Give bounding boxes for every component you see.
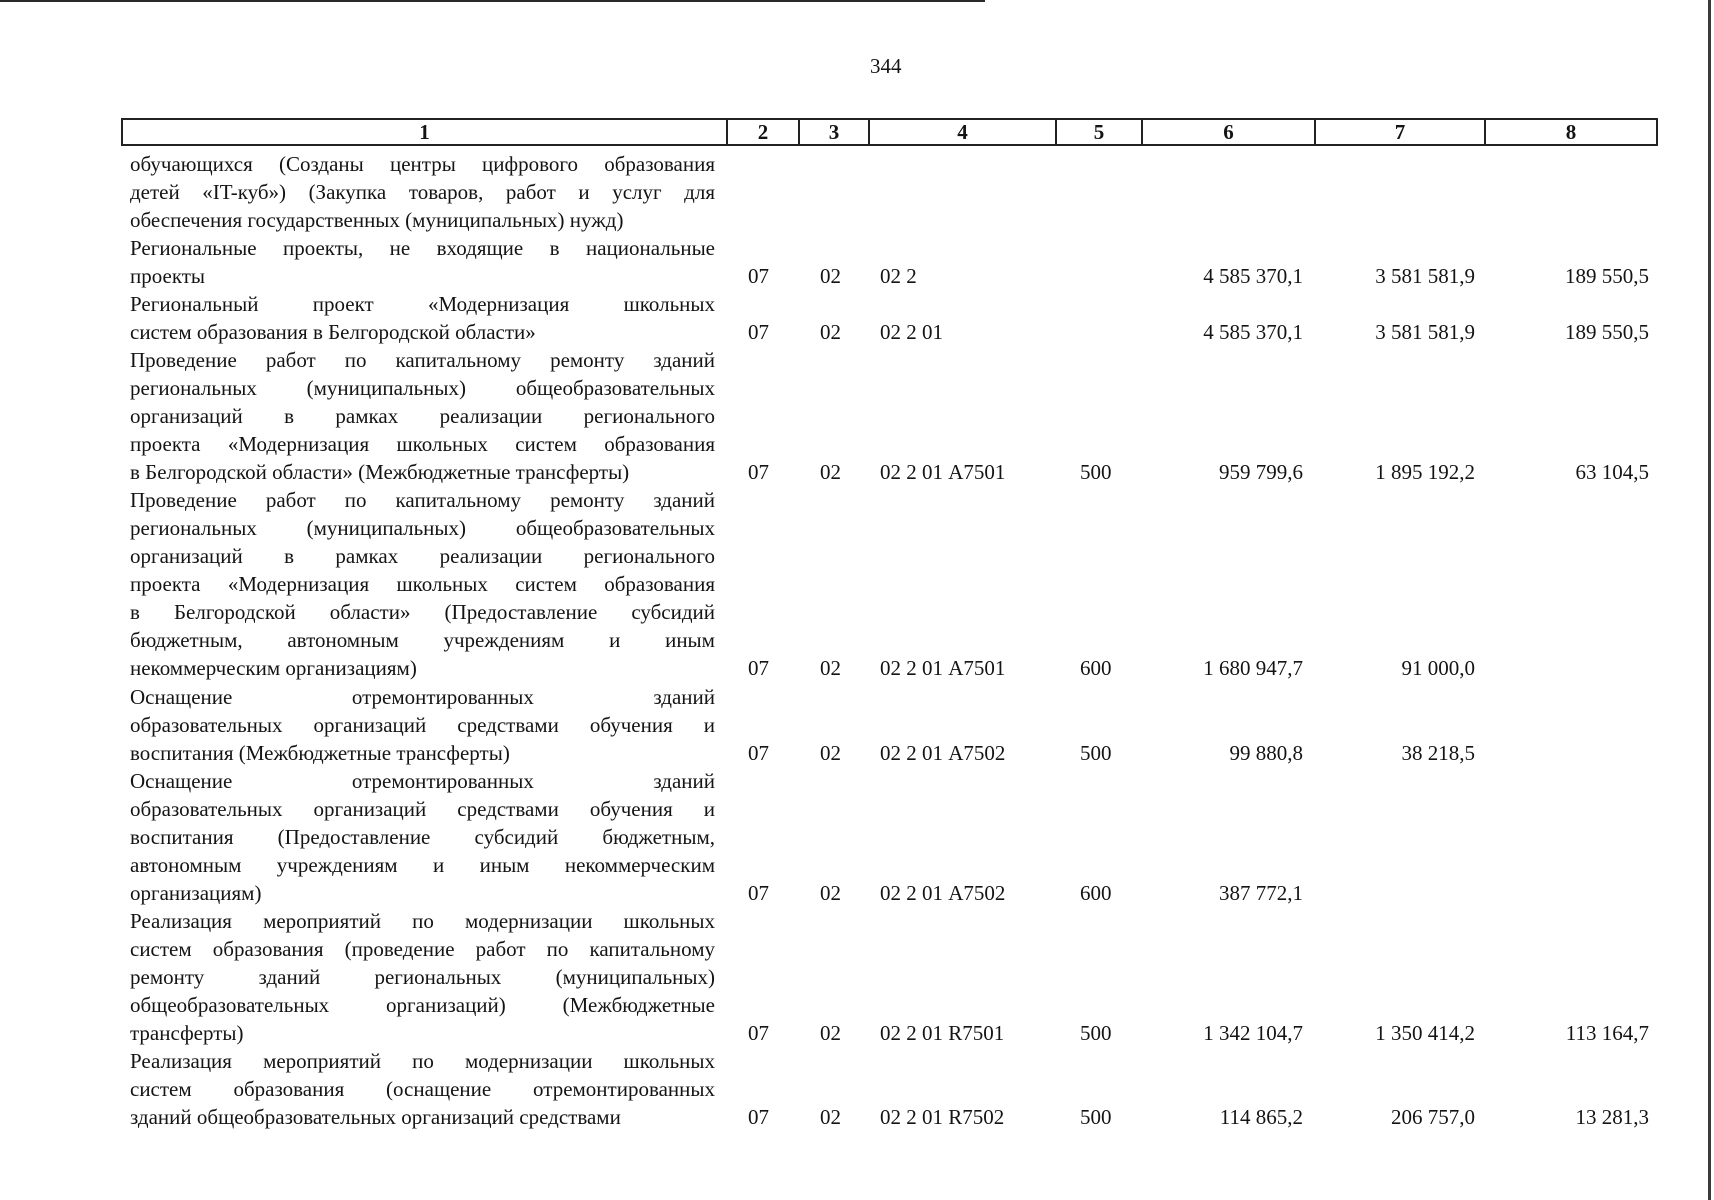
cell-col-4: 02 2 01 А7501 [880, 460, 1006, 484]
description-line: воспитания (Межбюджетные трансферты) [130, 741, 510, 765]
description-line: общеобразовательных организаций) (Межбюджетные [130, 993, 715, 1017]
cell-col-3: 02 [820, 320, 841, 344]
row-description [130, 767, 715, 907]
cell-col-6: 387 772,1 [1219, 881, 1303, 905]
header-col-3: 3 [800, 120, 870, 144]
description-line: образовательных организаций средствами обучения и [130, 797, 715, 821]
description-line: проекты [130, 264, 206, 288]
cell-col-8: 189 550,5 [1565, 320, 1649, 344]
cell-col-7: 1 895 192,2 [1375, 460, 1475, 484]
cell-col-3: 02 [820, 460, 841, 484]
cell-col-6: 959 799,6 [1219, 460, 1303, 484]
description-line: организаций в рамках реализации регионального [130, 404, 715, 428]
table-row [0, 683, 1714, 767]
description-line: Реализация мероприятий по модернизации школьных [130, 1049, 715, 1073]
cell-col-2: 07 [748, 881, 769, 905]
description-line: в Белгородской области» (Предоставление субсидий [130, 600, 715, 624]
description-line: организаций в рамках реализации регионального [130, 544, 715, 568]
table-row [0, 290, 1714, 346]
table-row [0, 486, 1714, 682]
header-col-7: 7 [1316, 120, 1486, 144]
cell-col-3: 02 [820, 264, 841, 288]
cell-col-7: 38 218,5 [1401, 741, 1475, 765]
table-header [121, 118, 1658, 146]
cell-col-6: 4 585 370,1 [1203, 320, 1303, 344]
cell-col-7: 91 000,0 [1401, 656, 1475, 680]
header-col-6: 6 [1143, 120, 1316, 144]
cell-col-5: 500 [1080, 741, 1112, 765]
cell-col-4: 02 2 01 [880, 320, 943, 344]
cell-col-3: 02 [820, 741, 841, 765]
description-line: организациям) [130, 881, 262, 905]
cell-col-4: 02 2 [880, 264, 917, 288]
cell-col-7: 3 581 581,9 [1375, 264, 1475, 288]
cell-col-5: 500 [1080, 1021, 1112, 1045]
header-col-1: 1 [123, 120, 728, 144]
cell-col-8: 113 164,7 [1565, 1021, 1649, 1045]
row-description [130, 346, 715, 486]
description-line: региональных (муниципальных) общеобразовательных [130, 516, 715, 540]
description-line: Проведение работ по капитальному ремонту зданий [130, 488, 715, 512]
header-col-4: 4 [870, 120, 1057, 144]
cell-col-3: 02 [820, 656, 841, 680]
table-row [0, 767, 1714, 907]
table-row [0, 346, 1714, 486]
description-line: Оснащение отремонтированных зданий [130, 769, 715, 793]
cell-col-2: 07 [748, 460, 769, 484]
header-col-2: 2 [728, 120, 800, 144]
cell-col-5: 600 [1080, 881, 1112, 905]
description-line: систем образования (оснащение отремонтированных [130, 1077, 715, 1101]
cell-col-7: 206 757,0 [1391, 1105, 1475, 1129]
cell-col-2: 07 [748, 656, 769, 680]
row-description [130, 150, 715, 234]
row-description [130, 290, 715, 346]
cell-col-4: 02 2 01 R7501 [880, 1021, 1005, 1045]
description-line: трансферты) [130, 1021, 244, 1045]
description-line: ремонту зданий региональных (муниципальных) [130, 965, 715, 989]
description-line: региональных (муниципальных) общеобразовательных [130, 376, 715, 400]
cell-col-2: 07 [748, 1021, 769, 1045]
cell-col-4: 02 2 01 R7502 [880, 1105, 1005, 1129]
description-line: некоммерческим организациям) [130, 656, 417, 680]
row-description [130, 486, 715, 682]
cell-col-6: 99 880,8 [1229, 741, 1303, 765]
cell-col-4: 02 2 01 А7502 [880, 741, 1006, 765]
row-description [130, 683, 715, 767]
cell-col-2: 07 [748, 320, 769, 344]
description-line: автономным учреждениям и иным некоммерческим [130, 853, 715, 877]
cell-col-6: 4 585 370,1 [1203, 264, 1303, 288]
cell-col-6: 1 680 947,7 [1203, 656, 1303, 680]
cell-col-5: 600 [1080, 656, 1112, 680]
header-col-5: 5 [1057, 120, 1143, 144]
description-line: Оснащение отремонтированных зданий [130, 685, 715, 709]
cell-col-5: 500 [1080, 1105, 1112, 1129]
description-line: Проведение работ по капитальному ремонту зданий [130, 348, 715, 372]
description-line: Реализация мероприятий по модернизации школьных [130, 909, 715, 933]
cell-col-8: 63 104,5 [1575, 460, 1649, 484]
cell-col-5: 500 [1080, 460, 1112, 484]
description-line: Региональные проекты, не входящие в национальные [130, 236, 715, 260]
table-row [0, 150, 1714, 234]
row-description [130, 907, 715, 1047]
cell-col-2: 07 [748, 1105, 769, 1129]
description-line: бюджетным, автономным учреждениям и иным [130, 628, 715, 652]
top-rule [0, 0, 985, 2]
description-line: образовательных организаций средствами обучения и [130, 713, 715, 737]
table-row [0, 234, 1714, 290]
cell-col-7: 1 350 414,2 [1375, 1021, 1475, 1045]
cell-col-7: 3 581 581,9 [1375, 320, 1475, 344]
row-description [130, 234, 715, 290]
description-line: Региональный проект «Модернизация школьных [130, 292, 715, 316]
cell-col-2: 07 [748, 264, 769, 288]
description-line: систем образования (проведение работ по капитальному [130, 937, 715, 961]
description-line: зданий общеобразовательных организаций средствами [130, 1105, 621, 1129]
description-line: обеспечения государственных (муниципальных) нужд) [130, 208, 624, 232]
page-number: 344 [870, 54, 902, 78]
cell-col-4: 02 2 01 А7502 [880, 881, 1006, 905]
description-line: детей «IT-куб») (Закупка товаров, работ и услуг для [130, 180, 715, 204]
cell-col-3: 02 [820, 1021, 841, 1045]
cell-col-6: 114 865,2 [1219, 1105, 1303, 1129]
description-line: проекта «Модернизация школьных систем образования [130, 432, 715, 456]
cell-col-6: 1 342 104,7 [1203, 1021, 1303, 1045]
cell-col-8: 189 550,5 [1565, 264, 1649, 288]
cell-col-3: 02 [820, 881, 841, 905]
description-line: воспитания (Предоставление субсидий бюджетным, [130, 825, 715, 849]
table-row [0, 1047, 1714, 1131]
header-col-8: 8 [1565, 120, 1577, 144]
cell-col-2: 07 [748, 741, 769, 765]
cell-col-8: 13 281,3 [1575, 1105, 1649, 1129]
description-line: в Белгородской области» (Межбюджетные трансферты) [130, 460, 630, 484]
row-description [130, 1047, 715, 1131]
description-line: обучающихся (Созданы центры цифрового образования [130, 152, 715, 176]
description-line: систем образования в Белгородской области» [130, 320, 536, 344]
cell-col-4: 02 2 01 А7501 [880, 656, 1006, 680]
table-row [0, 907, 1714, 1047]
cell-col-3: 02 [820, 1105, 841, 1129]
description-line: проекта «Модернизация школьных систем образования [130, 572, 715, 596]
